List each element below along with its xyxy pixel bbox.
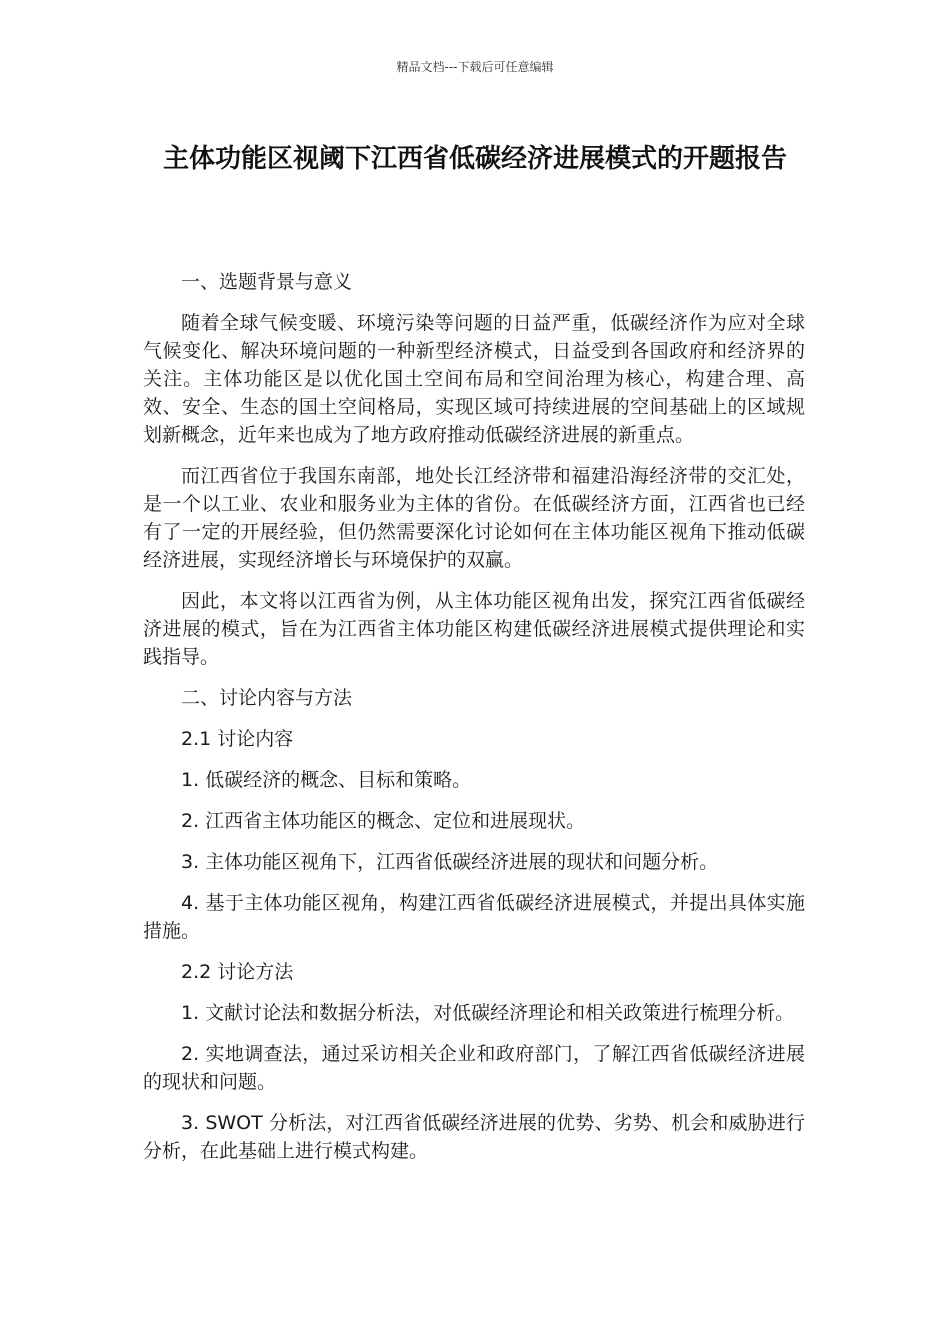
paragraph: 随着全球气候变暖、环境污染等问题的日益严重，低碳经济作为应对全球气候变化、解决环境问题的一种新型经济模式，日益受到各国政府和经济界的关注。主体功能区是以优化国土空间布局和空间治理为核心，构建合理、高效、安全、生态的国土空间格局，实现区域可持续进展的空间基础上的区域规划新概念，近年来也成为了地方政府推动低碳经济进展的新重点。 <box>143 312 805 446</box>
header-note: 精品文档---下载后可任意编辑 <box>396 60 554 74</box>
section-heading-content-method: 二、讨论内容与方法 <box>181 687 353 709</box>
subsection-heading-method: 2.2 讨论方法 <box>181 961 294 983</box>
list-item: 1. 低碳经济的概念、目标和策略。 <box>181 769 472 791</box>
list-item: 1. 文献讨论法和数据分析法，对低碳经济理论和相关政策进行梳理分析。 <box>181 1002 795 1024</box>
list-item: 3. 主体功能区视角下，江西省低碳经济进展的现状和问题分析。 <box>181 851 719 873</box>
list-item: 2. 实地调查法，通过采访相关企业和政府部门，了解江西省低碳经济进展的现状和问题。 <box>143 1043 805 1093</box>
list-item: 2. 江西省主体功能区的概念、定位和进展现状。 <box>181 810 586 832</box>
list-item: 3. SWOT 分析法，对江西省低碳经济进展的优势、劣势、机会和威胁进行分析，在此基础上进行模式构建。 <box>143 1112 805 1162</box>
paragraph: 而江西省位于我国东南部，地处长江经济带和福建沿海经济带的交汇处，是一个以工业、农业和服务业为主体的省份。在低碳经济方面，江西省也已经有了一定的开展经验，但仍然需要深化讨论如何在主体功能区视角下推动低碳经济进展，实现经济增长与环境保护的双赢。 <box>143 465 805 571</box>
subsection-heading-content: 2.1 讨论内容 <box>181 728 294 750</box>
section-heading-background: 一、选题背景与意义 <box>181 271 353 293</box>
document-title: 主体功能区视阈下江西省低碳经济进展模式的开题报告 <box>162 144 787 174</box>
paragraph: 因此，本文将以江西省为例，从主体功能区视角出发，探究江西省低碳经济进展的模式，旨在为江西省主体功能区构建低碳经济进展模式提供理论和实践指导。 <box>143 590 805 668</box>
list-item: 4. 基于主体功能区视角，构建江西省低碳经济进展模式，并提出具体实施措施。 <box>143 892 805 942</box>
document-body <box>143 268 805 1178</box>
